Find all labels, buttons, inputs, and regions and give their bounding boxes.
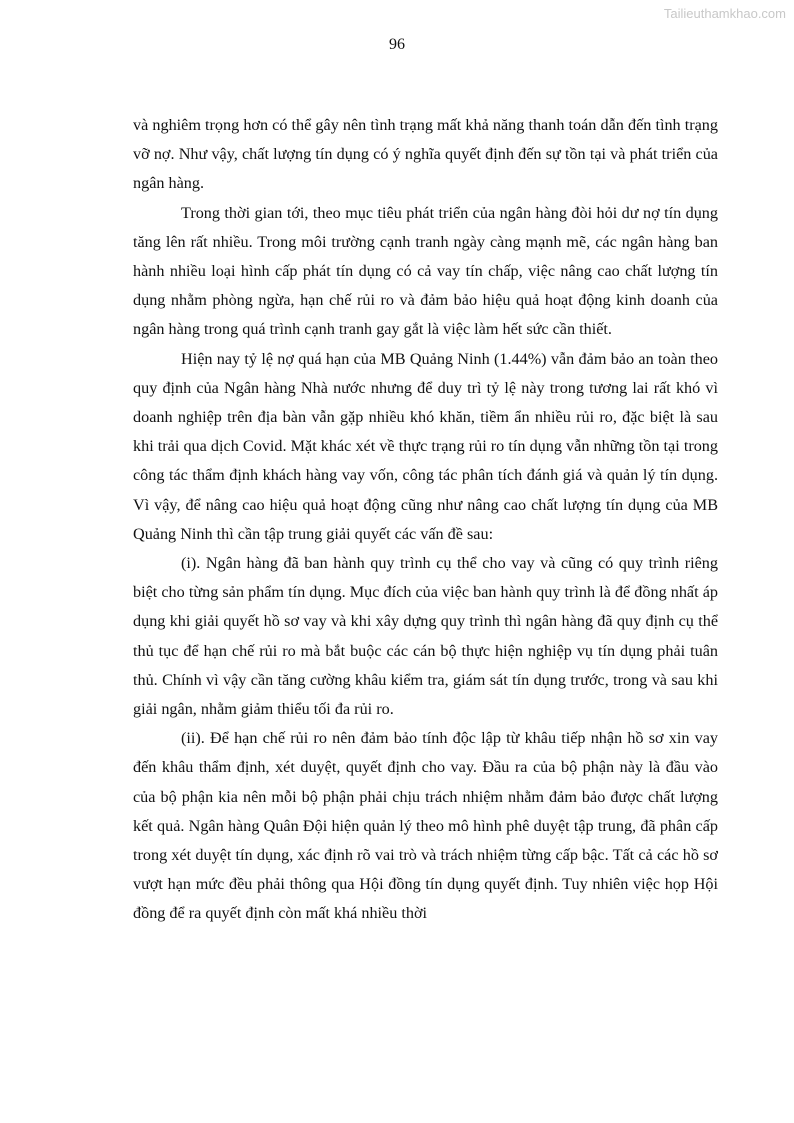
paragraph-item-ii: (ii). Để hạn chế rủi ro nên đảm bảo tính độc lập từ khâu tiếp nhận hồ sơ xin vay đến khâu thẩm định, xét duyệt, quyết định cho vay. Đầu ra của bộ phận này là đầu vào của bộ phận kia nên mỗi bộ phận phải chịu trách nhiệm nhằm đảm bảo được chất lượng kết quả. Ngân hàng Quân Đội hiện quản lý theo mô hình phê duyệt tập trung, đã phân cấp trong xét duyệt tín dụng, xác định rõ vai trò và trách nhiệm từng cấp bậc. Tất cả các hồ sơ vượt hạn mức đều phải thông qua Hội đồng tín dụng quyết định. Tuy nhiên việc họp Hội đồng để ra quyết định còn mất khá nhiều thời — [133, 729, 718, 923]
watermark: Tailieuthamkhao.com — [663, 6, 786, 21]
paragraph-item-i: (i). Ngân hàng đã ban hành quy trình cụ thể cho vay và cũng có quy trình riêng biệt cho từng sản phẩm tín dụng. Mục đích của việc ban hành quy trình là để đồng nhất áp dụng khi giải quyết hồ sơ vay và khi xây dựng quy trình thì ngân hàng đã quy định cụ thể thủ tục để hạn chế rủi ro mà bắt buộc các cán bộ thực hiện nghiệp vụ tín dụng phải tuân thủ. Chính vì vậy cần tăng cường khâu kiểm tra, giám sát tín dụng trước, trong và sau khi giải ngân, nhằm giảm thiểu tối đa rủi ro. — [133, 554, 718, 719]
paragraph: Hiện nay tỷ lệ nợ quá hạn của MB Quảng Ninh (1.44%) vẫn đảm bảo an toàn theo quy định của Ngân hàng Nhà nước nhưng để duy trì tỷ lệ này trong tương lai rất khó vì doanh nghiệp trên địa bàn vẫn gặp nhiều khó khăn, tiềm ẩn nhiều rủi ro, đặc biệt là sau khi trải qua dịch Covid. Mặt khác xét về thực trạng rủi ro tín dụng vẫn những tồn tại trong công tác thẩm định khách hàng vay vốn, công tác phân tích đánh giá và quản lý tín dụng. Vì vậy, để nâng cao hiệu quả hoạt động cũng như nâng cao chất lượng tín dụng của MB Quảng Ninh thì cần tập trung giải quyết các vấn đề sau: — [133, 349, 718, 543]
page-number: 96 — [389, 36, 405, 53]
document-body — [133, 111, 718, 929]
paragraph: Trong thời gian tới, theo mục tiêu phát triển của ngân hàng đòi hỏi dư nợ tín dụng tăng lên rất nhiều. Trong môi trường cạnh tranh ngày càng mạnh mẽ, các ngân hàng ban hành nhiều loại hình cấp phát tín dụng có cả vay tín chấp, việc nâng cao chất lượng tín dụng nhằm phòng ngừa, hạn chế rủi ro và đảm bảo hiệu quả hoạt động kinh doanh của ngân hàng trong quá trình cạnh tranh gay gắt là việc làm hết sức cần thiết. — [133, 203, 718, 339]
paragraph-continued: và nghiêm trọng hơn có thể gây nên tình trạng mất khả năng thanh toán dẫn đến tình trạng vỡ nợ. Như vậy, chất lượng tín dụng có ý nghĩa quyết định đến sự tồn tại và phát triển của ngân hàng. — [133, 116, 718, 193]
